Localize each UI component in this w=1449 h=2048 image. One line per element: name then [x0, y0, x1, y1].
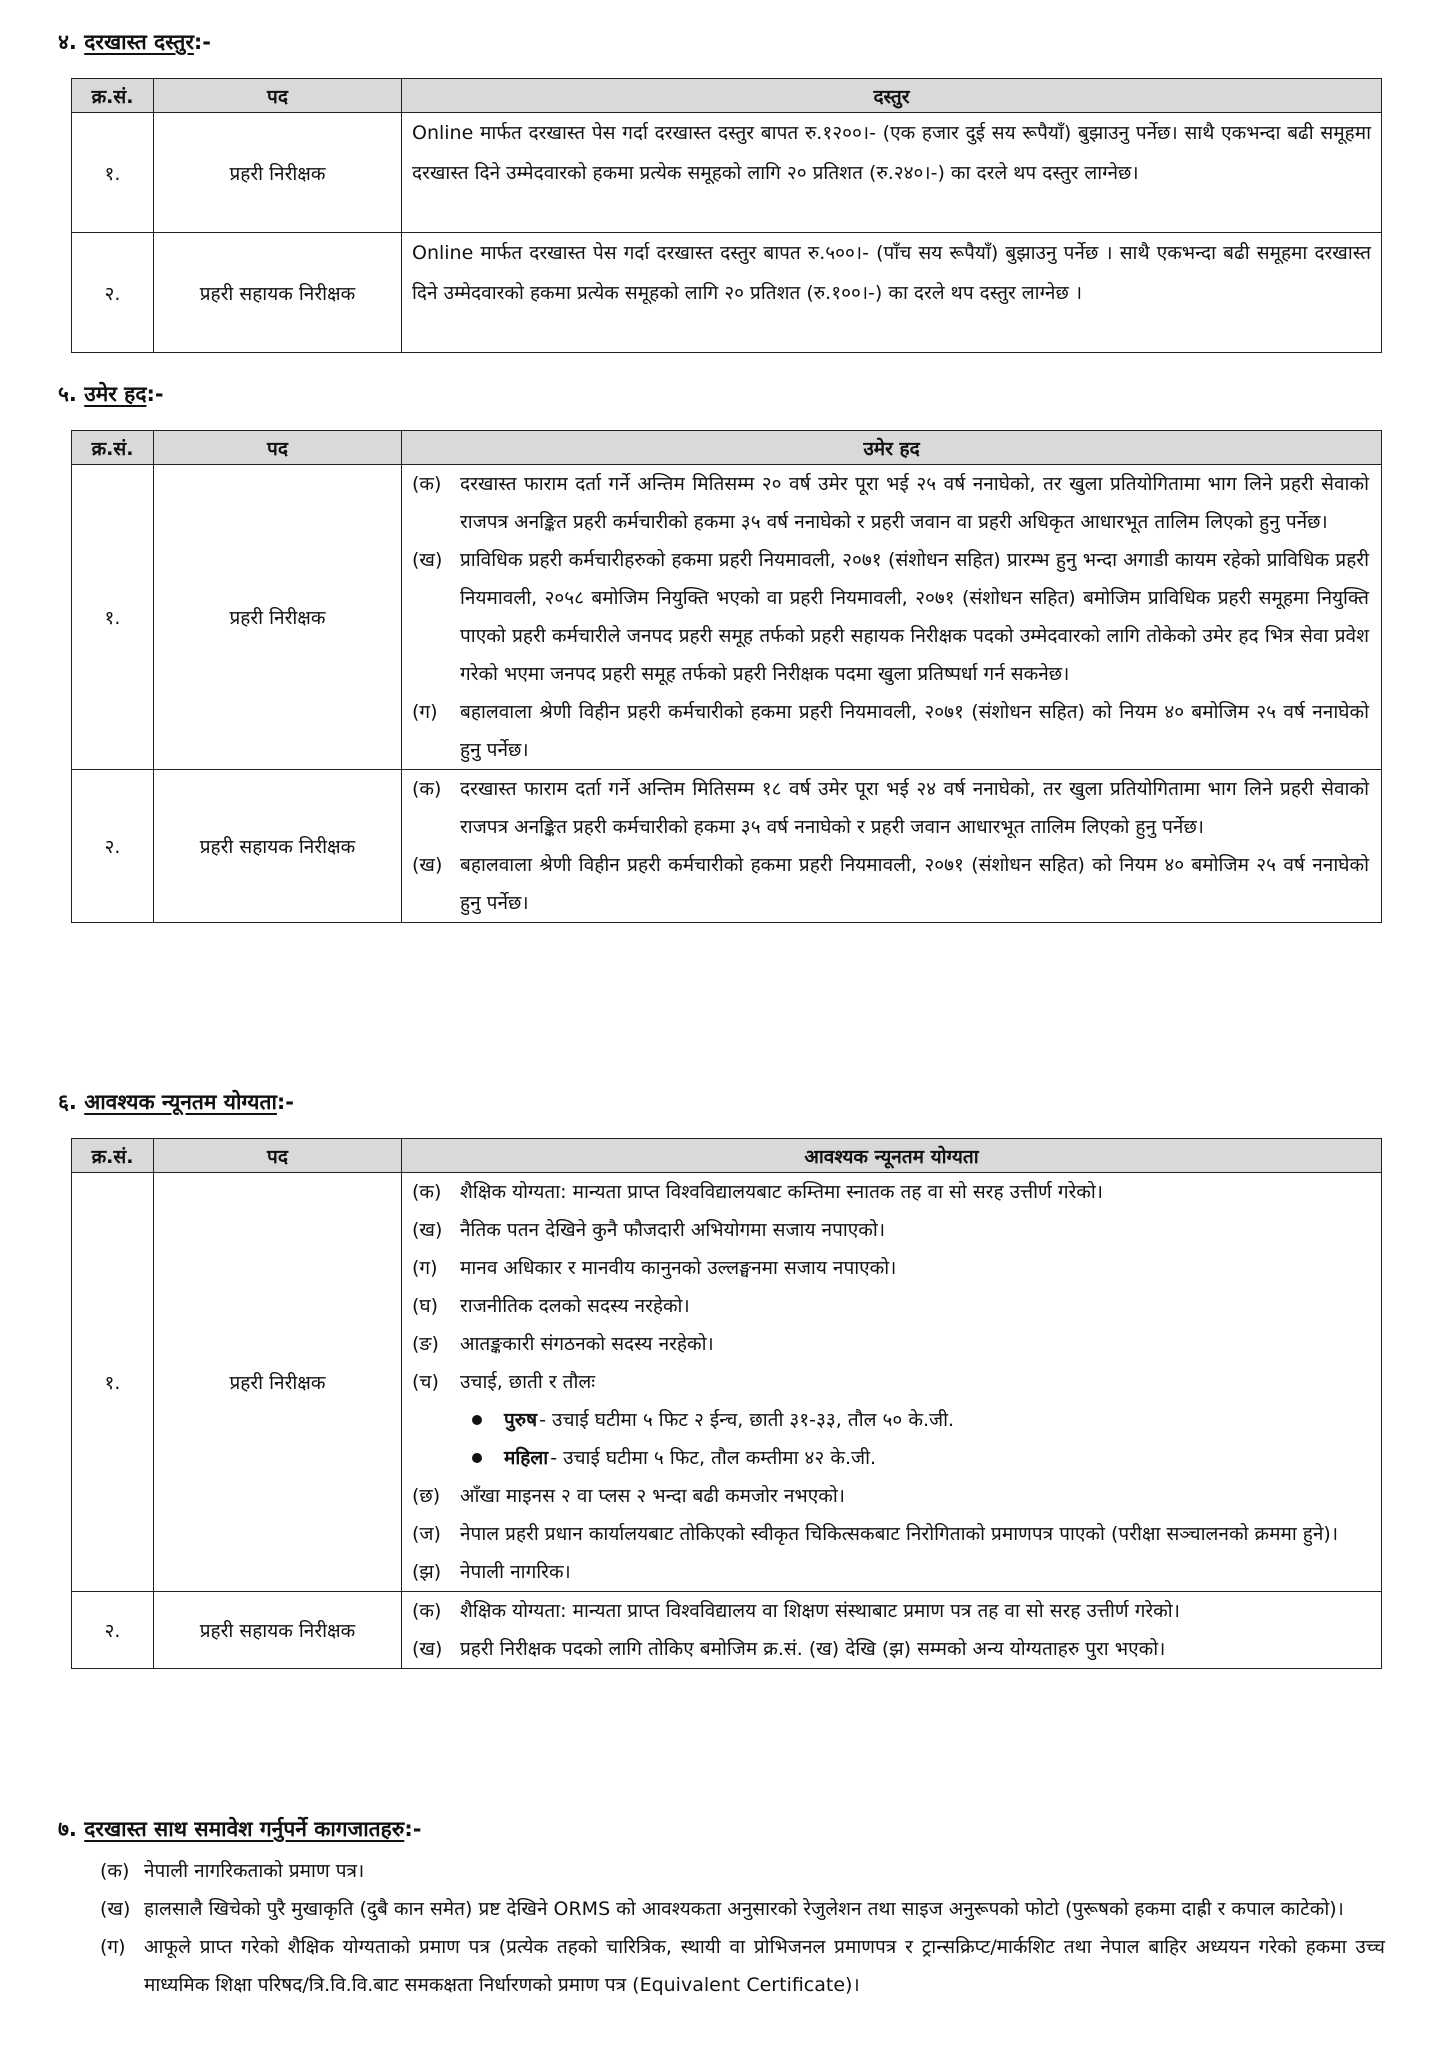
header-post: पद: [154, 1139, 402, 1173]
fee-table: [71, 78, 1382, 353]
age-limit-table: [71, 430, 1382, 923]
bullet-bold: पुरुष: [504, 1409, 538, 1431]
list-item: [412, 1553, 1369, 1591]
item-text: शैक्षिक योग्यता: मान्यता प्राप्त विश्वविद्यालय वा शिक्षण संस्थाबाट प्रमाण पत्र तह वा सो सरह उत्तीर्ण गरेको।: [460, 1600, 1180, 1622]
item-text: नेपाल प्रहरी प्रधान कार्यालयबाट तोकिएको स्वीकृत चिकित्सकबाट निरोगिताको प्रमाणपत्र पाएको (परीक्षा सञ्चालनको क्रममा हुने)।: [460, 1523, 1339, 1545]
item-label: (क): [100, 1860, 130, 1882]
item-text: राजनीतिक दलको सदस्य नरहेको।: [460, 1295, 690, 1317]
section-7-heading: [58, 1815, 421, 1843]
header-qualification: आवश्यक न्यूनतम योग्यता: [402, 1139, 1382, 1173]
item-text: बहालवाला श्रेणी विहीन प्रहरी कर्मचारीको हकमा प्रहरी नियमावली, २०७१ (संशोधन सहित) को नियम ४० बमोजिम २५ वर्ष ननाघेको हुनु पर्नेछ।: [460, 854, 1369, 914]
section-6-heading: [58, 1088, 294, 1116]
list-item: [412, 1515, 1369, 1553]
item-label: (छ): [412, 1485, 441, 1507]
qualification-items-cell: [402, 1173, 1382, 1592]
bullet-bold: महिला: [504, 1447, 549, 1469]
header-sn: क्र.सं.: [72, 431, 154, 465]
section-suffix: :-: [193, 30, 212, 54]
item-label: (ङ): [412, 1333, 439, 1355]
qualification-table: [71, 1138, 1382, 1669]
list-item: [412, 846, 1369, 922]
row-sn: २.: [72, 1592, 154, 1669]
item-label: (ग): [412, 1257, 438, 1279]
item-text: शैक्षिक योग्यता: मान्यता प्राप्त विश्वविद्यालयबाट कम्तिमा स्नातक तह वा सो सरह उत्तीर्ण गरेको।: [460, 1181, 1104, 1203]
table-row: [72, 233, 1382, 353]
table-row: [72, 465, 1382, 770]
list-item: [412, 1477, 1369, 1515]
item-label: (ख): [412, 1219, 443, 1241]
row-sn: २.: [72, 233, 154, 353]
item-label: (ख): [412, 1638, 443, 1660]
list-item: [412, 1211, 1369, 1249]
section-number: ७.: [58, 1817, 77, 1841]
section-suffix: :-: [146, 382, 164, 406]
header-sn: क्र.सं.: [72, 79, 154, 113]
item-text: आतङ्ककारी संगठनको सदस्य नरहेको।: [460, 1333, 714, 1355]
item-label: (ख): [100, 1898, 131, 1920]
item-text: प्राविधिक प्रहरी कर्मचारीहरुको हकमा प्रहरी नियमावली, २०७१ (संशोधन सहित) प्रारम्भ हुनु भन्दा अगाडी कायम रहेको प्राविधिक प्रहरी नियमावली, २०५८ बमोजिम नियुक्ति भएको वा प्रहरी नियमावली, २०७१ (संशोधन सहित) बमोजिम प्राविधिक प्रहरी समूहमा नियुक्ति पाएको प्रहरी कर्मचारीले जनपद प्रहरी समूह तर्फको प्रहरी सहायक निरीक्षक पदको उम्मेदवारको लागि तोकेको उमेर हद भित्र सेवा प्रवेश गरेको भएमा जनपद प्रहरी समूह तर्फको प्रहरी निरीक्षक पदमा खुला प्रतिष्पर्धा गर्न सकनेछ।: [460, 549, 1369, 685]
item-label: (झ): [412, 1561, 442, 1583]
list-item: [100, 1928, 1385, 2004]
row-post: प्रहरी निरीक्षक: [154, 465, 402, 770]
item-text: नेपाली नागरिक।: [460, 1561, 571, 1583]
row-post: प्रहरी सहायक निरीक्षक: [154, 1592, 402, 1669]
list-item: [100, 1890, 1385, 1928]
section-5-heading: [58, 380, 164, 408]
section-title: आवश्यक न्यूनतम योग्यता: [84, 1090, 277, 1114]
header-post: पद: [154, 431, 402, 465]
header-fee: दस्तुर: [402, 79, 1382, 113]
list-item: [412, 1173, 1369, 1211]
list-item: [412, 770, 1369, 846]
list-item: [412, 1325, 1369, 1363]
row-sn: १.: [72, 113, 154, 233]
table-row: [72, 113, 1382, 233]
item-text: बहालवाला श्रेणी विहीन प्रहरी कर्मचारीको हकमा प्रहरी नियमावली, २०७१ (संशोधन सहित) को नियम ४० बमोजिम २५ वर्ष ननाघेको हुनु पर्नेछ।: [460, 701, 1369, 761]
item-label: (ज): [412, 1523, 441, 1545]
item-text: प्रहरी निरीक्षक पदको लागि तोकिए बमोजिम क्र.सं. (ख) देखि (झ) सम्मको अन्य योग्यताहरु पुरा भएको।: [460, 1638, 1166, 1660]
item-label: (क): [412, 1600, 442, 1622]
list-item: [412, 465, 1369, 541]
row-post: प्रहरी सहायक निरीक्षक: [154, 233, 402, 353]
qualification-items-cell: [402, 1592, 1382, 1669]
section-suffix: :-: [276, 1090, 295, 1114]
table-row: [72, 1173, 1382, 1592]
age-items-cell: [402, 770, 1382, 923]
list-item: [100, 1852, 1385, 1890]
section-title: दरखास्त साथ समावेश गर्नुपर्ने कागजातहरु: [84, 1817, 405, 1841]
list-item: [412, 1592, 1369, 1630]
item-text: आँखा माइनस २ वा प्लस २ भन्दा बढी कमजोर नभएको।: [460, 1485, 845, 1507]
bullet-icon: [472, 1453, 482, 1463]
section-title: उमेर हद: [84, 382, 147, 406]
table-row: [72, 770, 1382, 923]
row-sn: १.: [72, 1173, 154, 1592]
item-text: नेपाली नागरिकताको प्रमाण पत्र।: [144, 1860, 365, 1882]
item-label: (क): [412, 473, 442, 495]
list-item: [412, 1249, 1369, 1287]
item-label: (क): [412, 778, 442, 800]
list-item: [412, 1630, 1369, 1668]
table-row: [72, 1592, 1382, 1669]
list-item: [412, 541, 1369, 693]
item-label: (ग): [100, 1936, 126, 1958]
section-number: ६.: [58, 1090, 77, 1114]
row-post: प्रहरी सहायक निरीक्षक: [154, 770, 402, 923]
item-text: आफूले प्राप्त गरेको शैक्षिक योग्यताको प्रमाण पत्र (प्रत्येक तहको चारित्रिक, स्थायी वा प्रोभिजनल प्रमाणपत्र र ट्रान्सक्रिप्ट/मार्कशिट तथा नेपाल बाहिर अध्ययन गरेको हकमा उच्च माध्यमिक शिक्षा परिषद/त्रि.वि.वि.बाट समकक्षता निर्धारणको प्रमाण पत्र (Equivalent Certificate)।: [144, 1936, 1385, 1996]
row-post: प्रहरी निरीक्षक: [154, 1173, 402, 1592]
list-item: [412, 1363, 1369, 1401]
header-post: पद: [154, 79, 402, 113]
item-text: हालसालै खिचेको पुरै मुखाकृति (दुबै कान समेत) प्रष्ट देखिने ORMS को आवश्यकता अनुसारको रेजुलेशन तथा साइज अनुरूपको फोटो (पुरूषको हकमा दाह्री र कपाल काटेको)।: [144, 1898, 1344, 1920]
row-fee-text: Online मार्फत दरखास्त पेस गर्दा दरखास्त दस्तुर बापत रु.१२००।- (एक हजार दुई सय रूपैयाँ) बुझाउनु पर्नेछ। साथै एकभन्दा बढी समूहमा दरखास्त दिने उम्मेदवारको हकमा प्रत्येक समूहको लागि २० प्रतिशत (रु.२४०।-) का दरले थप दस्तुर लाग्नेछ।: [402, 113, 1382, 233]
item-label: (च): [412, 1371, 439, 1393]
item-text: दरखास्त फाराम दर्ता गर्ने अन्तिम मितिसम्म १८ वर्ष उमेर पूरा भई २४ वर्ष ननाघेको, तर खुला प्रतियोगितामा भाग लिने प्रहरी सेवाको राजपत्र अनङ्कित प्रहरी कर्मचारीको हकमा ३५ वर्ष ननाघेको र प्रहरी जवान आधारभूत तालिम लिएको हुनु पर्नेछ।: [460, 778, 1369, 838]
item-text: उचाई, छाती र तौलः: [460, 1371, 596, 1393]
row-post: प्रहरी निरीक्षक: [154, 113, 402, 233]
item-text: दरखास्त फाराम दर्ता गर्ने अन्तिम मितिसम्म २० वर्ष उमेर पूरा भई २५ वर्ष ननाघेको, तर खुला प्रतियोगितामा भाग लिने प्रहरी सेवाको राजपत्र अनङ्कित प्रहरी कर्मचारीको हकमा ३५ वर्ष ननाघेको र प्रहरी जवान वा प्रहरी अधिकृत आधारभूत तालिम लिएको हुनु पर्नेछ।: [460, 473, 1369, 533]
section-number: ५.: [58, 382, 77, 406]
item-label: (ख): [412, 854, 443, 876]
age-items-cell: [402, 465, 1382, 770]
item-label: (ख): [412, 549, 443, 571]
bullet-text: - उचाई घटीमा ५ फिट २ ईन्च, छाती ३१-३३, तौल ५० के.जी.: [539, 1409, 955, 1431]
row-sn: २.: [72, 770, 154, 923]
section-suffix: :-: [404, 1817, 422, 1841]
header-sn: क्र.सं.: [72, 1139, 154, 1173]
item-text: नैतिक पतन देखिने कुनै फौजदारी अभियोगमा सजाय नपाएको।: [460, 1219, 886, 1241]
bullet-icon: [472, 1415, 482, 1425]
header-age-limit: उमेर हद: [402, 431, 1382, 465]
bullet-text: - उचाई घटीमा ५ फिट, तौल कम्तीमा ४२ के.जी.: [550, 1447, 877, 1469]
bullet-item: [472, 1401, 1369, 1439]
item-text: मानव अधिकार र मानवीय कानुनको उल्लङ्घनमा सजाय नपाएको।: [460, 1257, 897, 1279]
list-item: [412, 1287, 1369, 1325]
item-label: (घ): [412, 1295, 439, 1317]
bullet-item: [472, 1439, 1369, 1477]
section-number: ४.: [58, 30, 77, 54]
row-sn: १.: [72, 465, 154, 770]
list-item: [412, 693, 1369, 769]
row-fee-text: Online मार्फत दरखास्त पेस गर्दा दरखास्त दस्तुर बापत रु.५००।- (पाँच सय रूपैयाँ) बुझाउनु पर्नेछ । साथै एकभन्दा बढी समूहमा दरखास्त दिने उम्मेदवारको हकमा प्रत्येक समूहको लागि २० प्रतिशत (रु.१००।-) का दरले थप दस्तुर लाग्नेछ ।: [402, 233, 1382, 353]
item-label: (क): [412, 1181, 442, 1203]
documents-list: [100, 1852, 1385, 2004]
item-label: (ग): [412, 701, 438, 723]
section-4-heading: [58, 28, 211, 56]
section-title: दरखास्त दस्तुर: [84, 30, 194, 54]
